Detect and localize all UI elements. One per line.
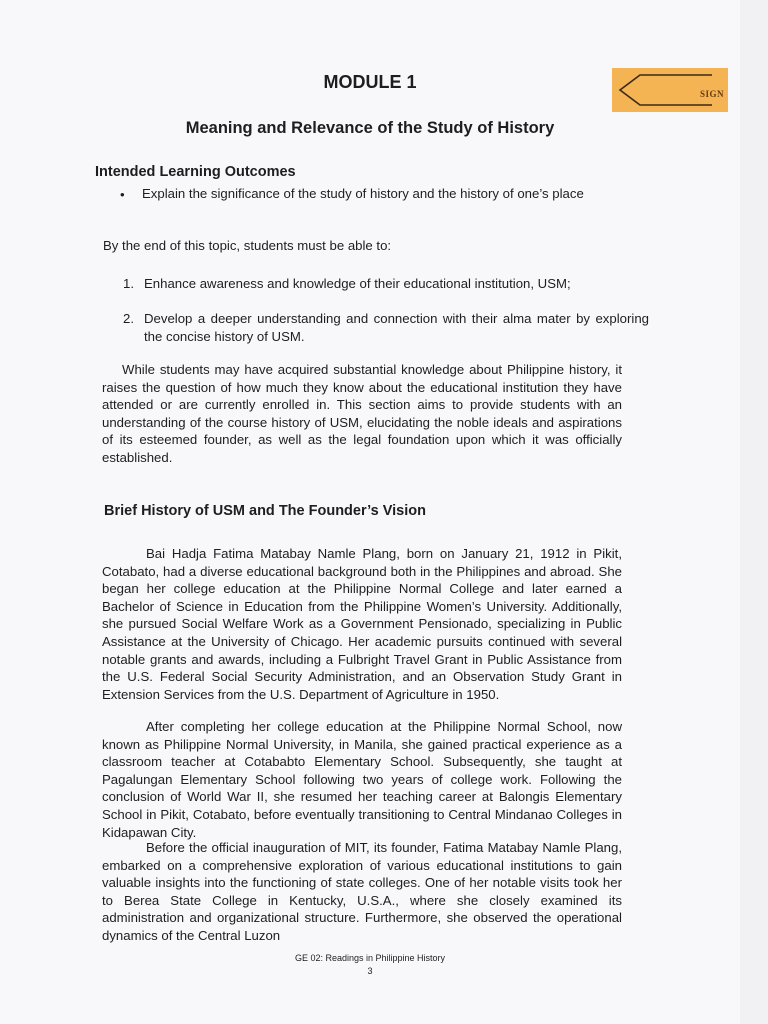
- history-paragraph-3: Before the official inauguration of MIT, its founder, Fatima Matabay Namle Plang, embarked on a comprehensive exploration of various educational institutions to gain valuable insights into the functioning of state colleges. One of her notable visits took her to Berea State College in Kentucky, U.S.A., where she closely examined its administration and organizational structure. Furthermore, she observed the operational dynamics of the Central Luzon: [102, 840, 622, 943]
- history-paragraph-1: Bai Hadja Fatima Matabay Namle Plang, born on January 21, 1912 in Pikit, Cotabato, had a diverse educational background both in the Philippines and abroad. She began her college education at the Philippine Normal College and later earned a Bachelor of Science in Education from the Philippine Women’s University. Additionally, she pursued Social Welfare Work as a Government Pensionado, specializing in Public Assistance at the University of Chicago. Her academic pursuits continued with several notable grants and awards, including a Fulbright Travel Grant in Public Assistance from the U.S. Federal Social Security Administration, and an Observation Study Grant in Extension Services from the U.S. Department of Agriculture in 1950.: [102, 546, 622, 702]
- outcome-item: Explain the significance of the study of history and the history of one’s place: [142, 186, 584, 201]
- objective-text: Develop a deeper understanding and connection with their alma mater by exploring the concise history of USM.: [144, 311, 649, 344]
- objective-number: 2.: [123, 311, 134, 326]
- objective-text: Enhance awareness and knowledge of their educational institution, USM;: [144, 276, 571, 291]
- overview-paragraph: While students may have acquired substantial knowledge about Philippine history, it raises the question of how much they know about the educational institution they have attended or are currently enrolled in. This section aims to provide students with an understanding of the course history of USM, elucidating the noble ideals and aspirations of its esteemed founder, as well as the legal foundation upon which it was officially established.: [102, 362, 622, 465]
- history-paragraph-2: After completing her college education at the Philippine Normal School, now known as Philippine Normal University, in Manila, she gained practical experience as a classroom teacher at Cotababto Elementary School. Subsequently, she taught at Pagalungan Elementary School following two years of college work. Following the conclusion of World War II, she resumed her teaching career at Balongis Elementary School in Pikit, Cotabato, before eventually transitioning to Central Mindanao Colleges in Kidapawan City.: [102, 719, 622, 840]
- bullet-icon: •: [120, 187, 125, 202]
- objectives-intro: By the end of this topic, students must be able to:: [103, 238, 392, 253]
- outcomes-heading: Intended Learning Outcomes: [95, 164, 296, 180]
- footer-course-title: GE 02: Readings in Philippine History: [294, 953, 446, 963]
- module-title: MODULE 1: [323, 72, 417, 92]
- page-number: 3: [367, 966, 373, 976]
- module-subtitle: Meaning and Relevance of the Study of History: [185, 119, 555, 137]
- sign-tab-label: SIGN: [699, 89, 724, 99]
- objective-number: 1.: [123, 276, 134, 291]
- history-heading: Brief History of USM and The Founder’s Vision: [104, 503, 426, 519]
